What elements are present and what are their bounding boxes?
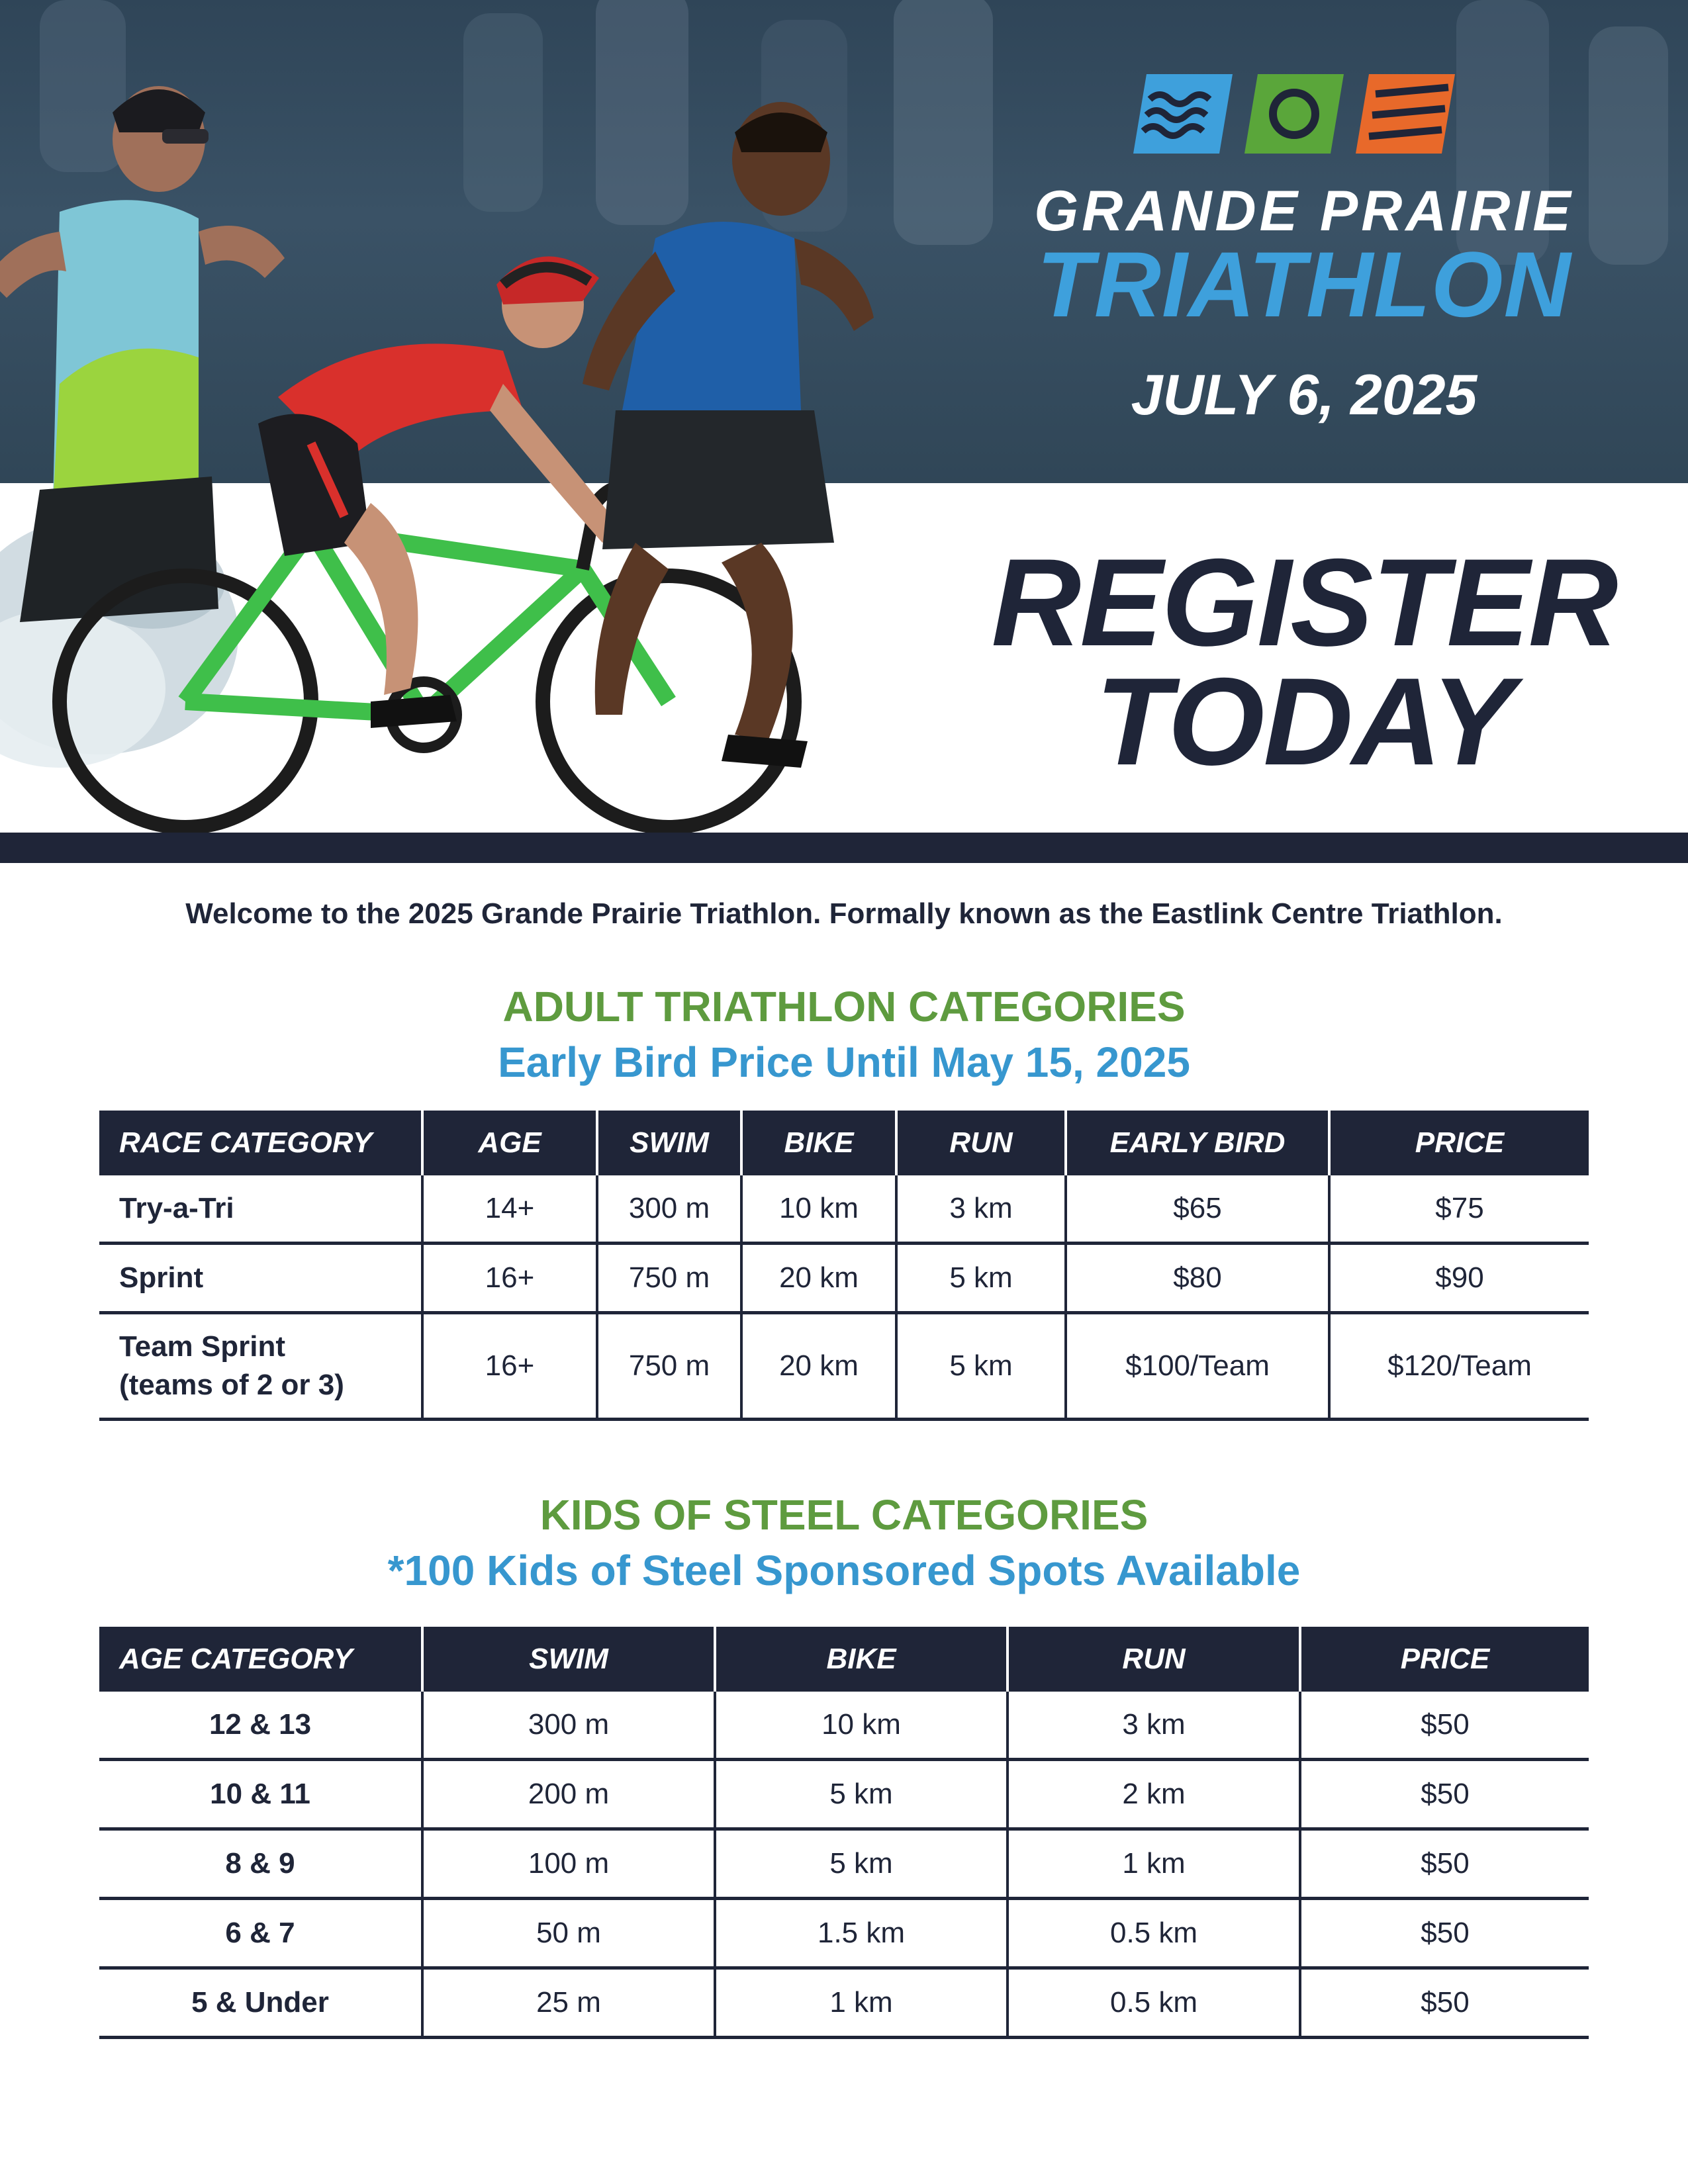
column-header: SWIM xyxy=(422,1627,715,1692)
crowd-figure xyxy=(1589,26,1668,265)
price-cell: $75 xyxy=(1329,1175,1589,1244)
bike-cell: 10 km xyxy=(715,1692,1008,1760)
column-header: BIKE xyxy=(715,1627,1008,1692)
column-header: EARLY BIRD xyxy=(1066,1111,1329,1175)
adult-section-subtitle: Early Bird Price Until May 15, 2025 xyxy=(498,1038,1190,1086)
swim-waves-icon xyxy=(1133,74,1233,154)
column-header: RUN xyxy=(896,1111,1066,1175)
swim-cell: 750 m xyxy=(597,1313,741,1420)
bike-cell: 20 km xyxy=(741,1244,896,1313)
price-cell: $50 xyxy=(1300,1829,1589,1899)
register-today-heading[interactable] xyxy=(980,533,1628,791)
table-row xyxy=(99,1313,1589,1420)
event-name-line1: GRANDE PRAIRIE xyxy=(1034,179,1574,243)
column-header: RUN xyxy=(1008,1627,1300,1692)
swim-cell: 750 m xyxy=(597,1244,741,1313)
welcome-text: Welcome to the 2025 Grande Prairie Triathlon. Formally known as the Eastlink Centre Triathlon. xyxy=(185,897,1503,930)
race-category-cell: Sprint xyxy=(99,1244,422,1313)
event-date: JULY 6, 2025 xyxy=(1131,363,1477,427)
table-row xyxy=(99,1899,1589,1968)
table-header-row xyxy=(99,1627,1589,1692)
kids-section-subtitle: *100 Kids of Steel Sponsored Spots Available xyxy=(387,1547,1301,1594)
price-cell: $90 xyxy=(1329,1244,1589,1313)
register-line1: REGISTER xyxy=(991,533,1617,672)
bike-cell: 20 km xyxy=(741,1313,896,1420)
age-cell: 14+ xyxy=(422,1175,597,1244)
cyclist-figure xyxy=(258,256,622,728)
price-cell: $50 xyxy=(1300,1968,1589,2038)
adult-section-title: ADULT TRIATHLON CATEGORIES xyxy=(502,983,1186,1030)
column-header: SWIM xyxy=(597,1111,741,1175)
swimmer-figure xyxy=(0,86,285,622)
age-category-cell: 5 & Under xyxy=(99,1968,422,2038)
swim-cell: 300 m xyxy=(422,1692,715,1760)
price-cell: $50 xyxy=(1300,1760,1589,1829)
run-cell: 1 km xyxy=(1008,1829,1300,1899)
early-bird-cell: $80 xyxy=(1066,1244,1329,1313)
bike-icon-shape xyxy=(1244,74,1344,154)
swim-cell: 50 m xyxy=(422,1899,715,1968)
age-cell: 16+ xyxy=(422,1313,597,1420)
race-category-cell: Try-a-Tri xyxy=(99,1175,422,1244)
column-header: BIKE xyxy=(741,1111,896,1175)
column-header: AGE CATEGORY xyxy=(99,1627,422,1692)
table-row xyxy=(99,1968,1589,2038)
run-cell: 3 km xyxy=(1008,1692,1300,1760)
hero-divider-bar xyxy=(0,833,1688,863)
athletes-illustration xyxy=(0,40,927,833)
register-line2: TODAY xyxy=(1095,652,1513,791)
price-cell: $120/Team xyxy=(1329,1313,1589,1420)
price-cell: $50 xyxy=(1300,1899,1589,1968)
bike-cell: 5 km xyxy=(715,1829,1008,1899)
kids-section-title: KIDS OF STEEL CATEGORIES xyxy=(539,1491,1149,1539)
age-category-cell: 12 & 13 xyxy=(99,1692,422,1760)
early-bird-cell: $65 xyxy=(1066,1175,1329,1244)
runner-figure xyxy=(583,102,874,768)
age-category-cell: 6 & 7 xyxy=(99,1899,422,1968)
table-row xyxy=(99,1760,1589,1829)
run-cell: 5 km xyxy=(896,1313,1066,1420)
run-cell: 0.5 km xyxy=(1008,1968,1300,2038)
bike-cell: 5 km xyxy=(715,1760,1008,1829)
age-cell: 16+ xyxy=(422,1244,597,1313)
table-row xyxy=(99,1175,1589,1244)
event-name-line2: TRIATHLON xyxy=(1037,232,1571,336)
bike-wheel-icon xyxy=(1244,74,1344,154)
early-bird-cell: $100/Team xyxy=(1066,1313,1329,1420)
price-cell: $50 xyxy=(1300,1692,1589,1760)
race-category-name: Team Sprint xyxy=(119,1330,286,1363)
column-header: PRICE xyxy=(1329,1111,1589,1175)
swim-cell: 200 m xyxy=(422,1760,715,1829)
adult-categories-table xyxy=(99,1111,1589,1421)
bike-cell: 1 km xyxy=(715,1968,1008,2038)
bike-cell: 10 km xyxy=(741,1175,896,1244)
column-header: RACE CATEGORY xyxy=(99,1111,422,1175)
run-cell: 2 km xyxy=(1008,1760,1300,1829)
swim-cell: 25 m xyxy=(422,1968,715,2038)
age-category-cell: 10 & 11 xyxy=(99,1760,422,1829)
bike-cell: 1.5 km xyxy=(715,1899,1008,1968)
run-stripes-icon xyxy=(1356,74,1455,154)
kids-categories-table xyxy=(99,1627,1589,2039)
swim-cell: 100 m xyxy=(422,1829,715,1899)
run-cell: 0.5 km xyxy=(1008,1899,1300,1968)
table-row xyxy=(99,1829,1589,1899)
run-cell: 5 km xyxy=(896,1244,1066,1313)
age-category-cell: 8 & 9 xyxy=(99,1829,422,1899)
column-header: AGE xyxy=(422,1111,597,1175)
swim-cell: 300 m xyxy=(597,1175,741,1244)
table-row xyxy=(99,1692,1589,1760)
run-cell: 3 km xyxy=(896,1175,1066,1244)
race-category-cell xyxy=(99,1313,422,1420)
table-header-row xyxy=(99,1111,1589,1175)
column-header: PRICE xyxy=(1300,1627,1589,1692)
table-row xyxy=(99,1244,1589,1313)
race-category-note: (teams of 2 or 3) xyxy=(119,1369,344,1401)
